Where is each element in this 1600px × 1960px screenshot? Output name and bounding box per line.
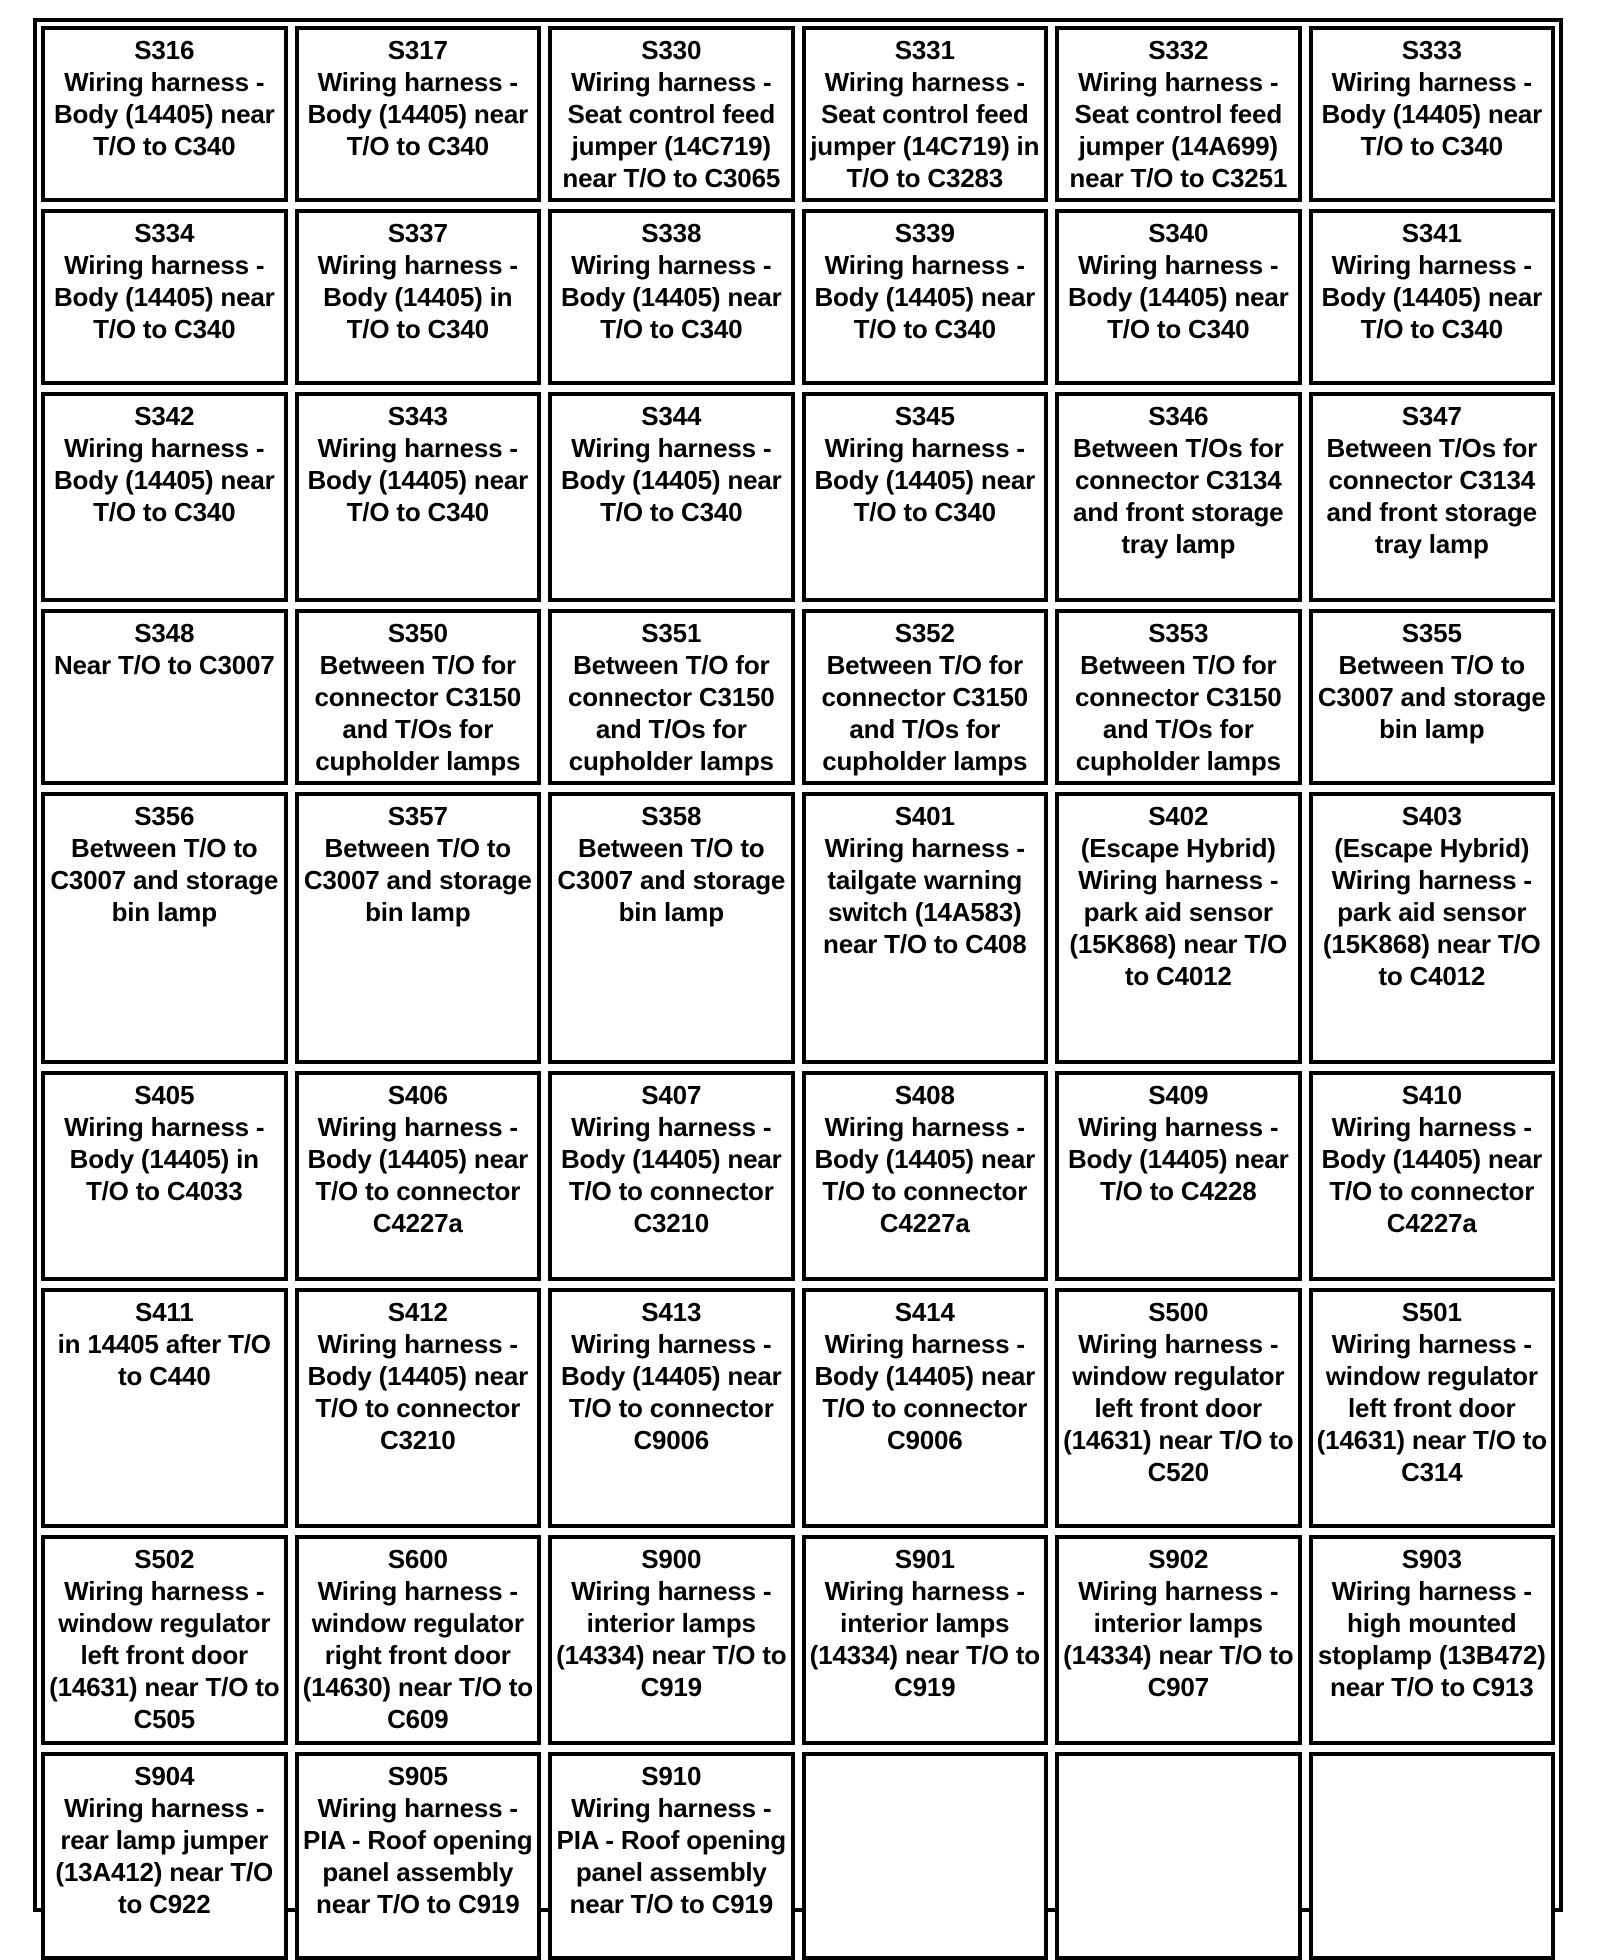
splice-table-frame: [33, 18, 1563, 1919]
splice-cell-s401: [802, 792, 1049, 1064]
splice-code: S910: [641, 1761, 702, 1791]
splice-location: Wiring harness - interior lamps (14334) near T/O to C919: [809, 1576, 1040, 1702]
splice-cell-s407: [548, 1071, 795, 1281]
splice-cell-s412: [295, 1288, 542, 1528]
splice-code: S334: [134, 218, 195, 248]
splice-code: S402: [1148, 801, 1209, 831]
splice-location: Wiring harness - Body (14405) in T/O to C4033: [64, 1112, 265, 1206]
splice-location: Between T/O to C3007 and storage bin lamp: [303, 833, 532, 927]
splice-location: Wiring harness - Body (14405) near T/O to C340: [1067, 250, 1289, 344]
splice-cell-s903: [1309, 1535, 1556, 1745]
splice-cell-s332: [1055, 26, 1302, 202]
splice-location: Near T/O to C3007: [53, 650, 275, 680]
splice-code: S331: [894, 35, 955, 65]
splice-location: Wiring harness - Body (14405) near T/O to connector C4227a: [1321, 1112, 1543, 1238]
splice-location: Wiring harness - Seat control feed jumper (14A699) near T/O to C3251: [1069, 67, 1288, 193]
splice-location: Between T/Os for connector C3134 and front storage tray lamp: [1326, 433, 1538, 559]
splice-cell-s330: [548, 26, 795, 202]
splice-code: S600: [387, 1544, 448, 1574]
splice-cell-s345: [802, 392, 1049, 602]
splice-location: Wiring harness - interior lamps (14334) near T/O to C907: [1063, 1576, 1294, 1702]
splice-code: S344: [641, 401, 702, 431]
splice-location: Wiring harness - Body (14405) near T/O to connector C9006: [814, 1329, 1036, 1455]
splice-cell-s334: [41, 209, 288, 385]
splice-cell-s502: [41, 1535, 288, 1745]
splice-cell-s338: [548, 209, 795, 385]
splice-cell-s500: [1055, 1288, 1302, 1528]
splice-location: Wiring harness - window regulator left front door (14631) near T/O to C520: [1063, 1329, 1294, 1487]
splice-cell-s317: [295, 26, 542, 202]
splice-cell-s347: [1309, 392, 1556, 602]
splice-cell-s403: [1309, 792, 1556, 1064]
splice-cell-s406: [295, 1071, 542, 1281]
splice-location: Wiring harness - Body (14405) near T/O to connector C4227a: [307, 1112, 529, 1238]
splice-location: Between T/O for connector C3150 and T/Os for cupholder lamps: [1074, 650, 1282, 776]
splice-cell-s340: [1055, 209, 1302, 385]
splice-code: S342: [134, 401, 195, 431]
splice-location: Between T/O for connector C3150 and T/Os for cupholder lamps: [821, 650, 1029, 776]
splice-cell-s352: [802, 609, 1049, 785]
splice-location: Wiring harness - Body (14405) near T/O to connector C3210: [560, 1112, 782, 1238]
splice-cell-s410: [1309, 1071, 1556, 1281]
splice-cell-s343: [295, 392, 542, 602]
splice-location: (Escape Hybrid) Wiring harness - park aid sensor (15K868) near T/O to C4012: [1069, 833, 1288, 991]
splice-location: Wiring harness - interior lamps (14334) near T/O to C919: [556, 1576, 787, 1702]
splice-cell-s910: [548, 1752, 795, 1960]
splice-location: Between T/O to C3007 and storage bin lamp: [557, 833, 786, 927]
splice-cell-s350: [295, 609, 542, 785]
splice-code: S410: [1401, 1080, 1462, 1110]
splice-code: S340: [1148, 218, 1209, 248]
splice-location: Wiring harness - Body (14405) near T/O to connector C3210: [307, 1329, 529, 1455]
splice-code: S405: [134, 1080, 195, 1110]
splice-cell-s339: [802, 209, 1049, 385]
splice-code: S403: [1401, 801, 1462, 831]
empty-cell: [1309, 1752, 1556, 1960]
splice-cell-s409: [1055, 1071, 1302, 1281]
splice-location: Wiring harness - PIA - Roof opening panel assembly near T/O to C919: [556, 1793, 786, 1919]
splice-code: S902: [1148, 1544, 1209, 1574]
splice-location: Wiring harness - Body (14405) in T/O to C340: [317, 250, 518, 344]
splice-code: S317: [387, 35, 448, 65]
splice-code: S343: [387, 401, 448, 431]
splice-location: Wiring harness - window regulator right front door (14630) near T/O to C609: [302, 1576, 533, 1734]
splice-cell-s344: [548, 392, 795, 602]
splice-cell-s402: [1055, 792, 1302, 1064]
splice-code: S346: [1148, 401, 1209, 431]
splice-code: S356: [134, 801, 195, 831]
splice-location: in 14405 after T/O to C440: [57, 1329, 271, 1391]
splice-location: (Escape Hybrid) Wiring harness - park aid sensor (15K868) near T/O to C4012: [1322, 833, 1541, 991]
splice-cell-s501: [1309, 1288, 1556, 1528]
splice-location: Between T/O to C3007 and storage bin lamp: [50, 833, 279, 927]
splice-code: S353: [1148, 618, 1209, 648]
splice-location: Between T/O to C3007 and storage bin lamp: [1317, 650, 1546, 744]
splice-code: S348: [134, 618, 195, 648]
splice-code: S401: [894, 801, 955, 831]
splice-table-grid: [41, 26, 1555, 1919]
splice-cell-s355: [1309, 609, 1556, 785]
splice-location: Wiring harness - Seat control feed jumper (14C719) in T/O to C3283: [810, 67, 1040, 193]
splice-code: S406: [387, 1080, 448, 1110]
splice-code: S341: [1401, 218, 1462, 248]
splice-code: S413: [641, 1297, 702, 1327]
splice-cell-s901: [802, 1535, 1049, 1745]
splice-location: Wiring harness - Body (14405) near T/O to C340: [53, 250, 275, 344]
splice-cell-s333: [1309, 26, 1556, 202]
splice-code: S350: [387, 618, 448, 648]
splice-code: S351: [641, 618, 702, 648]
splice-code: S904: [134, 1761, 195, 1791]
splice-code: S501: [1401, 1297, 1462, 1327]
splice-cell-s342: [41, 392, 288, 602]
splice-cell-s348: [41, 609, 288, 785]
splice-code: S332: [1148, 35, 1209, 65]
empty-cell: [802, 1752, 1049, 1960]
splice-cell-s337: [295, 209, 542, 385]
splice-cell-s905: [295, 1752, 542, 1960]
splice-cell-s357: [295, 792, 542, 1064]
splice-location: Wiring harness - Body (14405) near T/O to C340: [1321, 67, 1543, 161]
splice-location: Wiring harness - Body (14405) near T/O to C340: [560, 250, 782, 344]
splice-cell-s413: [548, 1288, 795, 1528]
splice-cell-s346: [1055, 392, 1302, 602]
splice-cell-s600: [295, 1535, 542, 1745]
splice-location: Wiring harness - Body (14405) near T/O to C340: [53, 433, 275, 527]
splice-location: Wiring harness - rear lamp jumper (13A412) near T/O to C922: [55, 1793, 274, 1919]
splice-code: S411: [135, 1297, 194, 1327]
splice-location: Between T/O for connector C3150 and T/Os for cupholder lamps: [567, 650, 775, 776]
splice-location: Wiring harness - Seat control feed jumper (14C719) near T/O to C3065: [562, 67, 781, 193]
splice-code: S502: [134, 1544, 195, 1574]
splice-code: S316: [134, 35, 195, 65]
splice-cell-s358: [548, 792, 795, 1064]
splice-location: Wiring harness - window regulator left front door (14631) near T/O to C314: [1316, 1329, 1547, 1487]
splice-code: S352: [894, 618, 955, 648]
splice-location: Wiring harness - Body (14405) near T/O to C340: [814, 433, 1036, 527]
splice-code: S333: [1401, 35, 1462, 65]
splice-cell-s331: [802, 26, 1049, 202]
splice-cell-s316: [41, 26, 288, 202]
splice-location: Wiring harness - Body (14405) near T/O to C340: [53, 67, 275, 161]
splice-location: Wiring harness - PIA - Roof opening panel assembly near T/O to C919: [303, 1793, 533, 1919]
splice-cell-s353: [1055, 609, 1302, 785]
splice-cell-s408: [802, 1071, 1049, 1281]
empty-cell: [1055, 1752, 1302, 1960]
splice-code: S905: [387, 1761, 448, 1791]
splice-location: Wiring harness - tailgate warning switch (14A583) near T/O to C408: [823, 833, 1027, 959]
splice-cell-s356: [41, 792, 288, 1064]
splice-location: Wiring harness - high mounted stoplamp (13B472) near T/O to C913: [1317, 1576, 1546, 1702]
splice-code: S903: [1401, 1544, 1462, 1574]
splice-location: Wiring harness - Body (14405) near T/O to C340: [307, 67, 529, 161]
splice-location: Wiring harness - Body (14405) near T/O to C340: [560, 433, 782, 527]
splice-location: Wiring harness - Body (14405) near T/O to C340: [1321, 250, 1543, 344]
splice-code: S500: [1148, 1297, 1209, 1327]
splice-location: Wiring harness - Body (14405) near T/O to connector C4227a: [814, 1112, 1036, 1238]
splice-cell-s351: [548, 609, 795, 785]
splice-code: S901: [894, 1544, 955, 1574]
splice-code: S330: [641, 35, 702, 65]
splice-code: S407: [641, 1080, 702, 1110]
splice-location: Wiring harness - Body (14405) near T/O to connector C9006: [560, 1329, 782, 1455]
splice-code: S357: [387, 801, 448, 831]
splice-cell-s902: [1055, 1535, 1302, 1745]
splice-code: S339: [894, 218, 955, 248]
splice-cell-s405: [41, 1071, 288, 1281]
splice-location: Wiring harness - Body (14405) near T/O to C4228: [1067, 1112, 1289, 1206]
splice-code: S900: [641, 1544, 702, 1574]
splice-code: S358: [641, 801, 702, 831]
splice-cell-s900: [548, 1535, 795, 1745]
splice-code: S409: [1148, 1080, 1209, 1110]
splice-code: S337: [387, 218, 448, 248]
splice-code: S412: [387, 1297, 448, 1327]
splice-code: S345: [894, 401, 955, 431]
splice-location: Wiring harness - Body (14405) near T/O to C340: [307, 433, 529, 527]
splice-location: Wiring harness - window regulator left front door (14631) near T/O to C505: [49, 1576, 280, 1734]
splice-location: Between T/O for connector C3150 and T/Os for cupholder lamps: [314, 650, 522, 776]
splice-code: S355: [1401, 618, 1462, 648]
splice-location: Wiring harness - Body (14405) near T/O to C340: [814, 250, 1036, 344]
splice-code: S347: [1401, 401, 1462, 431]
splice-cell-s414: [802, 1288, 1049, 1528]
splice-location: Between T/Os for connector C3134 and front storage tray lamp: [1072, 433, 1284, 559]
splice-code: S338: [641, 218, 702, 248]
splice-code: S414: [894, 1297, 955, 1327]
splice-cell-s904: [41, 1752, 288, 1960]
splice-cell-s411: [41, 1288, 288, 1528]
splice-cell-s341: [1309, 209, 1556, 385]
splice-code: S408: [894, 1080, 955, 1110]
